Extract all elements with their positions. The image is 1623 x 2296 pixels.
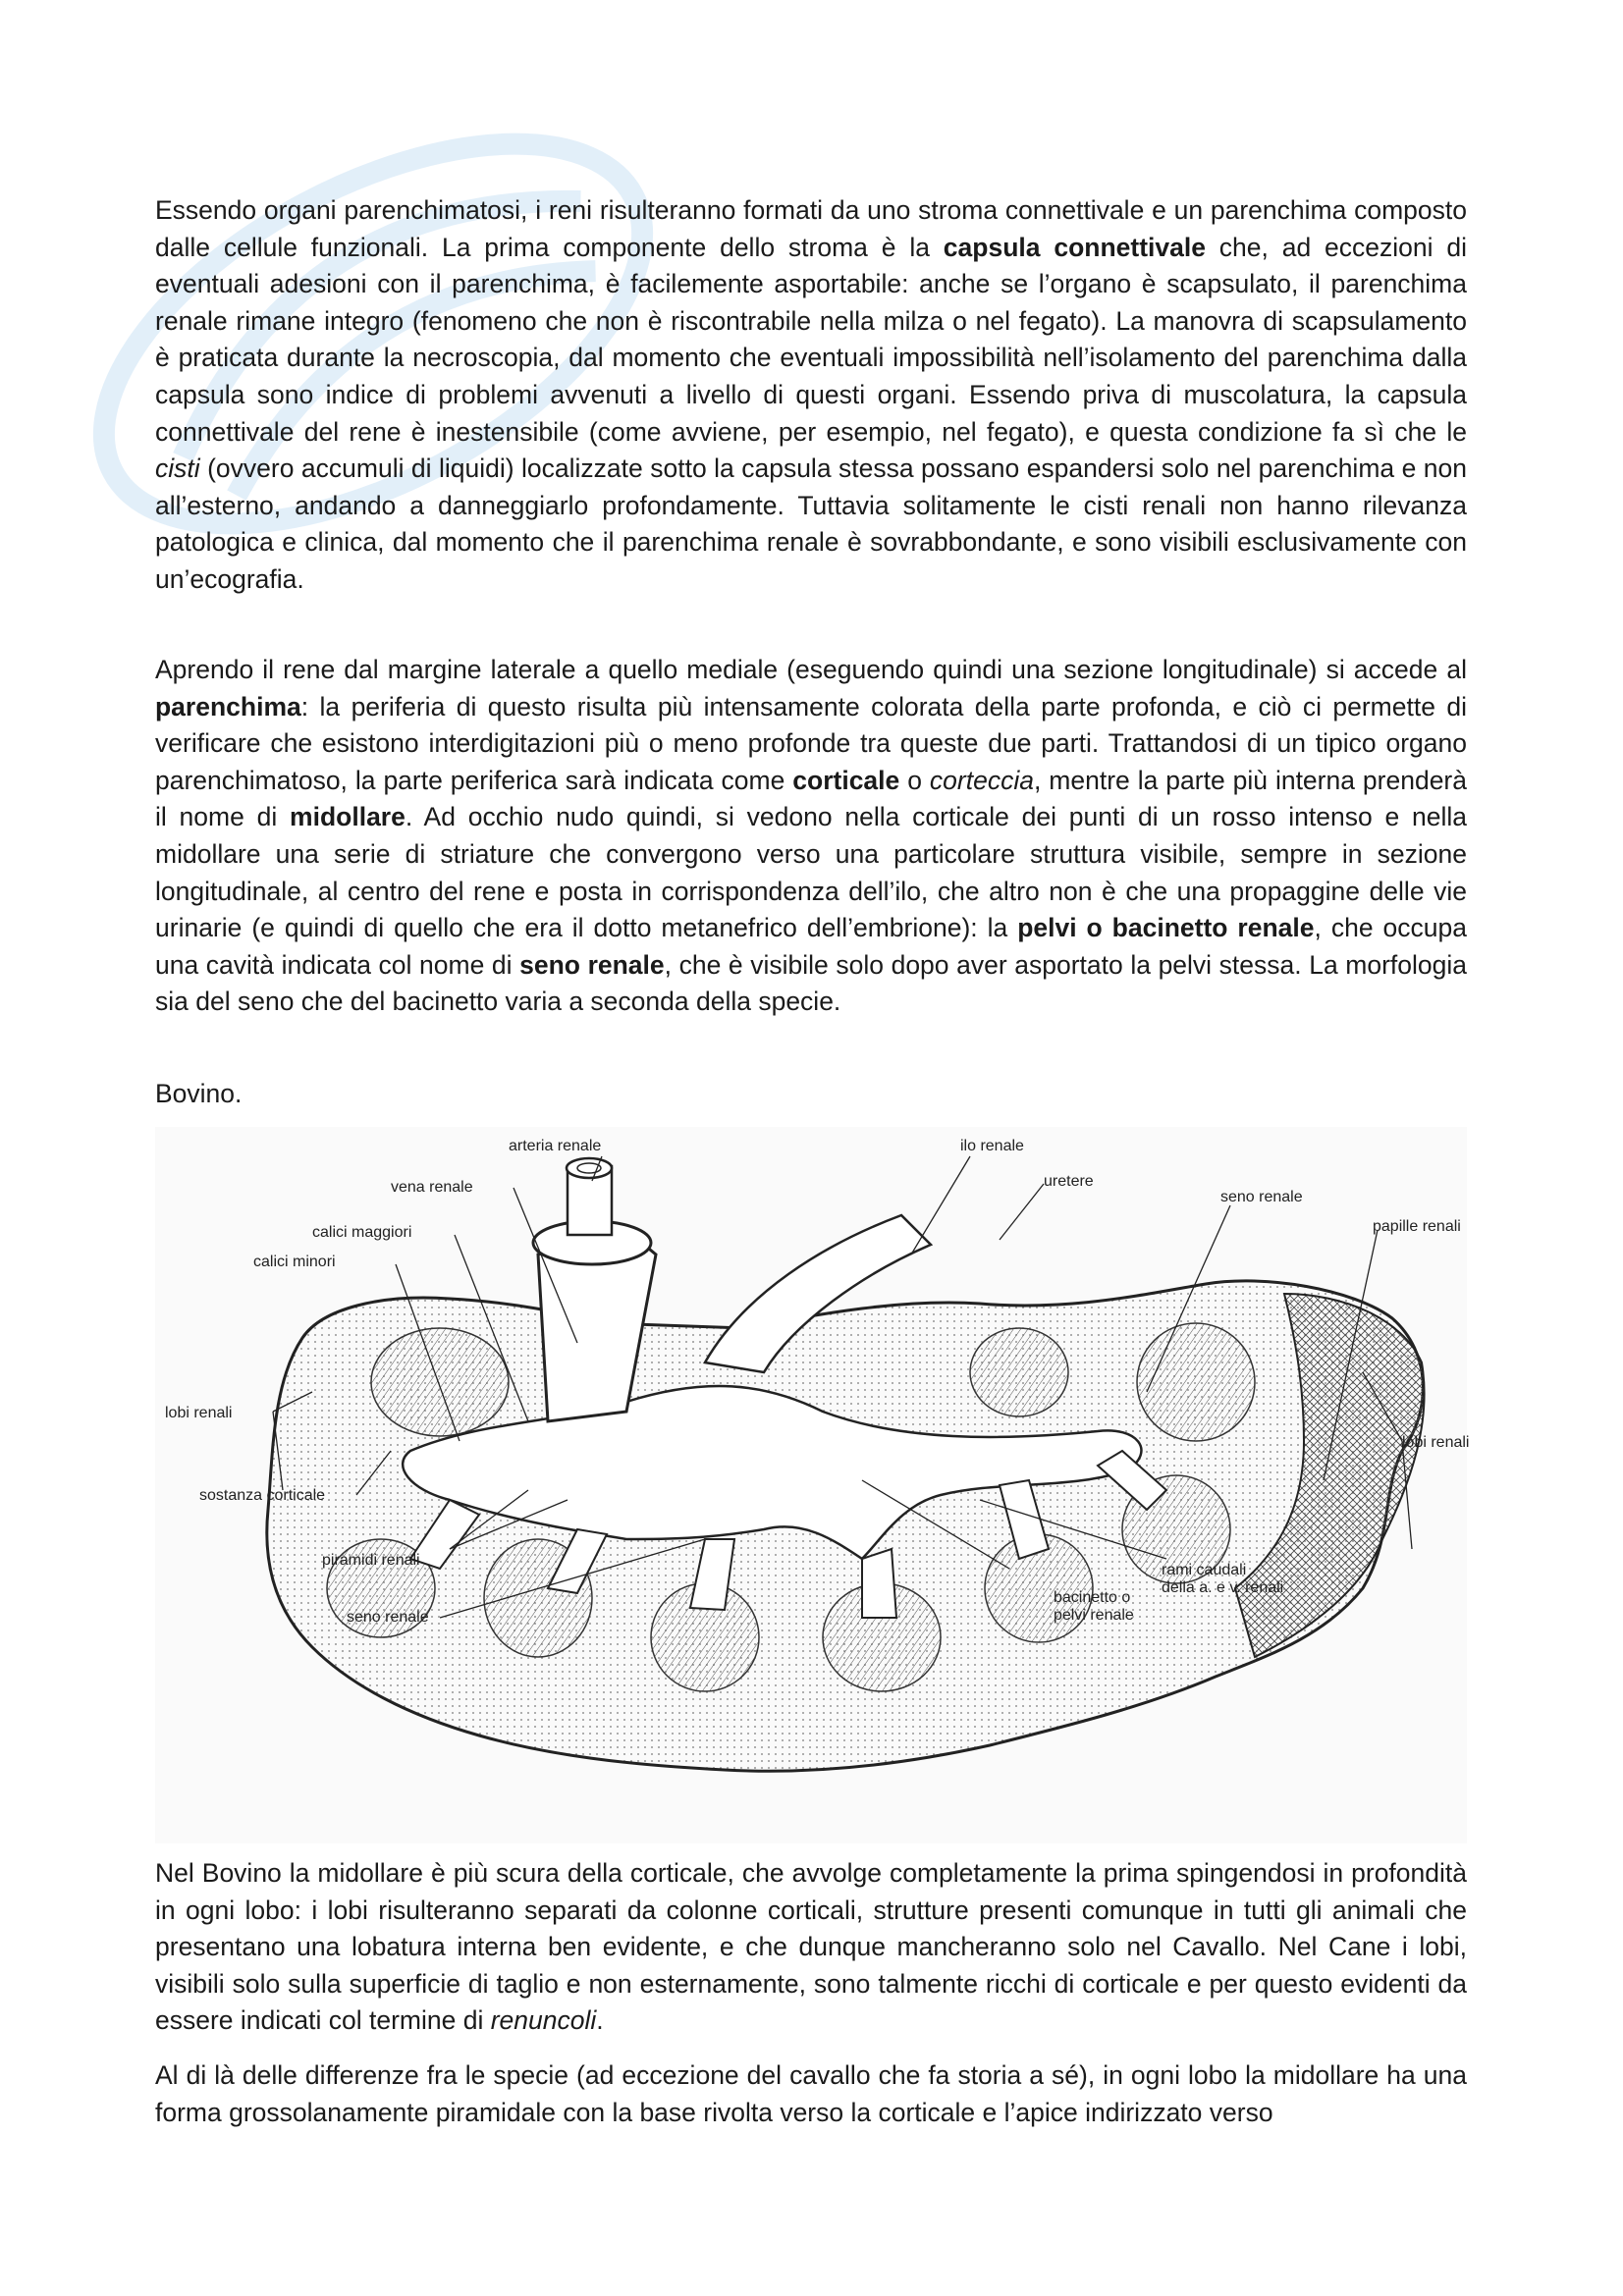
- label-lobi-renali-right: lobi renali: [1402, 1434, 1470, 1451]
- label-piramidi-renali: piramidi renali: [322, 1552, 420, 1569]
- label-bacinetto: bacinetto o: [1054, 1589, 1131, 1606]
- italic-term: renuncoli: [490, 2005, 597, 2036]
- bold-term: capsula connettivale: [943, 232, 1206, 262]
- italic-term: cisti: [155, 454, 200, 484]
- text-run: che, ad eccezioni di eventuali adesioni con il parenchima, è facilemente asportabile: anche se l’organo è scapsulato, il parenchima renale rimane integro (fenomeno che non è riscontrabile nella milza o nel fegato). La manovra di scapsulamento è praticata durante la necroscopia, dal momento che eventuali impossibilità nell’isolamento del parenchima dalla capsula sono indice di problemi avvenuti a livello di questi organi. Essendo priva di muscolatura, la capsula connettivale del rene è inestensibile (come avviene, per esempio, nel fegato), e questa condizione fa sì che le: [155, 232, 1467, 447]
- label-vena-renale: vena renale: [391, 1179, 473, 1196]
- label-pelvi-renale: pelvi renale: [1054, 1607, 1134, 1624]
- paragraph-differenze: [155, 2057, 1467, 2131]
- text-run: : la periferia di questo risulta più intensamente colorata della parte profonda, e ciò ci permette di verificare che esistono interdigitazioni più o meno profonde tra queste due parti. Trattandosi di un tipico organo parenchimatoso, la parte periferica sarà indicata come: [155, 691, 1467, 795]
- label-rami-caudali: rami caudali: [1162, 1562, 1247, 1578]
- text-run: , che occupa una cavità indicata col nome di: [155, 913, 1467, 980]
- bold-term: midollare: [290, 802, 406, 832]
- label-calici-maggiori: calici maggiori: [312, 1224, 412, 1241]
- text-run: Nel Bovino la midollare è più scura della corticale, che avvolge completamente la prima spingendosi in profondità in ogni lobo: i lobi risulteranno separati da colonne corticali, strutture presenti comunque in tutti gli animali che presentano una lobatura interna ben evidente, e che dunque mancheranno solo nel Cavallo. Nel Cane i lobi, visibili solo sulla superficie di taglio e non esternamente, sono talmente ricchi di corticale e per questo evidenti da essere indicati col termine di: [155, 1858, 1467, 2036]
- bold-term: pelvi o bacinetto renale: [1017, 913, 1315, 943]
- text-run: .: [596, 2005, 604, 2036]
- label-calici-minori: calici minori: [253, 1254, 336, 1270]
- text-run: Al di là delle differenze fra le specie (ad eccezione del cavallo che fa storia a sé), in ogni lobo la midollare ha una forma grossolanamente piramidale con la base rivolta verso la corticale e l’apice indirizzato verso: [155, 2060, 1467, 2127]
- label-seno-renale-bottom: seno renale: [347, 1609, 429, 1626]
- paragraph-parenchima: [155, 652, 1467, 1021]
- text-run: . Ad occhio nudo quindi, si vedono nella corticale dei punti di un rosso intenso e nella midollare una serie di striature che convergono verso una particolare struttura visibile, sempre in sezione longitudinale, al centro del rene e posta in corrispondenza dell’ilo, che altro non è che una propaggine delle vie urinarie (e quindi di quello che era il dotto metanefrico dell’embrione): la: [155, 802, 1467, 943]
- text-run: o: [899, 765, 930, 795]
- label-rami-caudali-2: della a. e v. renali: [1162, 1579, 1284, 1596]
- text-run: , mentre la parte più interna prenderà il nome di: [155, 765, 1467, 832]
- label-lobi-renali-left: lobi renali: [165, 1405, 233, 1421]
- bold-term: parenchima: [155, 691, 301, 721]
- italic-term: corteccia: [929, 765, 1034, 795]
- bold-term: corticale: [792, 765, 900, 795]
- label-uretere: uretere: [1044, 1173, 1094, 1190]
- kidney-section-figure: [155, 1127, 1470, 1843]
- label-seno-renale-top: seno renale: [1220, 1189, 1303, 1205]
- figure-caption: Bovino.: [155, 1079, 243, 1108]
- bold-term: seno renale: [519, 949, 665, 980]
- label-sostanza-corticale: sostanza corticale: [199, 1487, 326, 1504]
- text-run: (ovvero accumuli di liquidi) localizzate sotto la capsula stessa possano espandersi solo nel parenchima e non all’esterno, andando a danneggiarlo profondamente. Tuttavia solitamente le cisti renali non hanno rilevanza patologica e clinica, dal momento che il parenchima renale è sovrabbondante, e sono visibili esclusivamente con un’ecografia.: [155, 454, 1467, 594]
- label-ilo-renale: ilo renale: [960, 1138, 1024, 1154]
- label-arteria-renale: arteria renale: [509, 1138, 602, 1154]
- paragraph-capsula: [155, 192, 1467, 599]
- paragraph-bovino: [155, 1855, 1467, 2040]
- text-run: Essendo organi parenchimatosi, i reni risulteranno formati da uno stroma connettivale e un parenchima composto dalle cellule funzionali. La prima componente dello stroma è la: [155, 195, 1467, 262]
- label-papille-renali: papille renali: [1373, 1218, 1461, 1235]
- text-run: Aprendo il rene dal margine laterale a quello mediale (eseguendo quindi una sezione longitudinale) si accede al: [155, 655, 1467, 684]
- text-run: , che è visibile solo dopo aver asportato la pelvi stessa. La morfologia sia del seno che del bacinetto varia a seconda della specie.: [155, 949, 1467, 1017]
